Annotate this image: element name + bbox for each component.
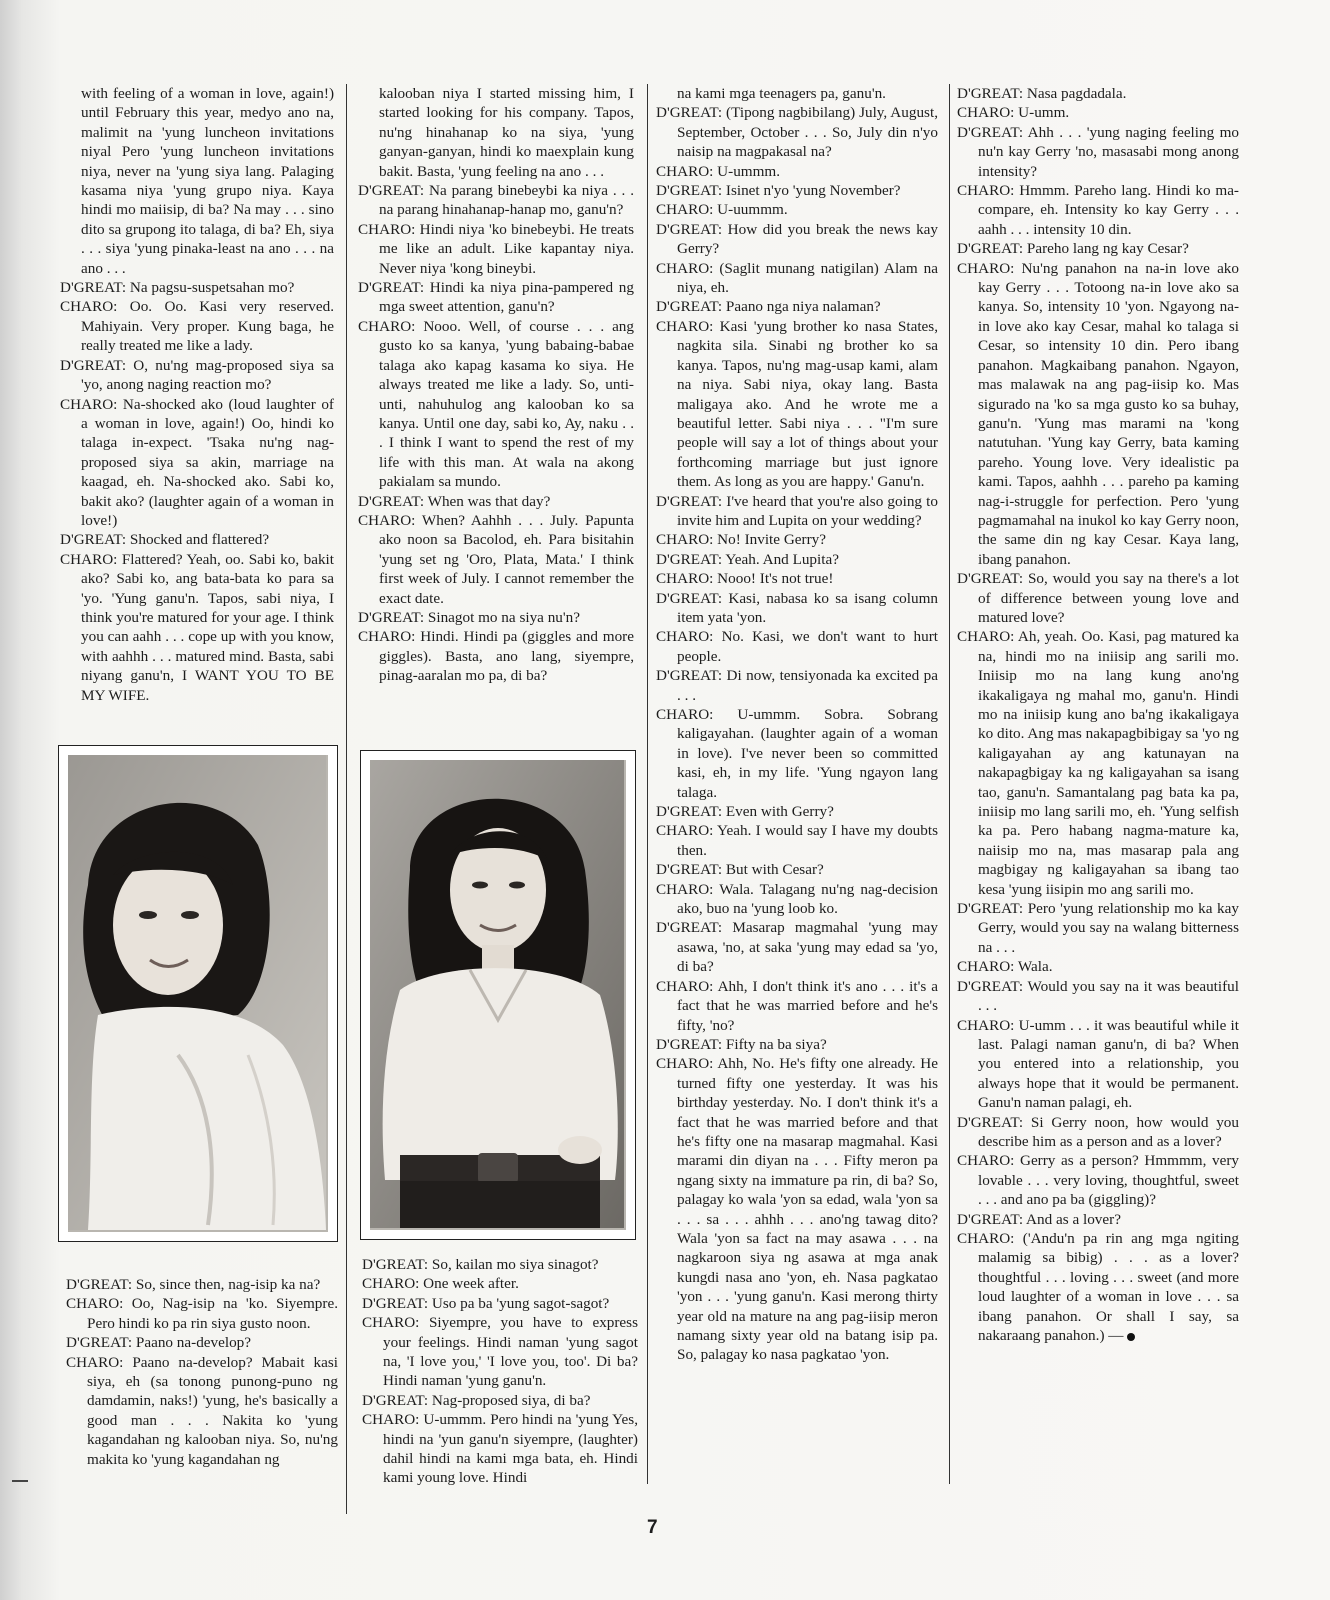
article-paragraph [656, 860, 938, 879]
article-paragraph [66, 1275, 338, 1294]
paragraph-text: D'GREAT: So, would you say na there's a lot of difference between young love and matured love? [957, 570, 1239, 626]
paragraph-text: CHARO: Hmmm. Pareho lang. Hindi ko ma-compare, eh. Intensity ko kay Gerry . . . aahh . . . intensity 10 din. [957, 182, 1239, 238]
article-paragraph [957, 569, 1239, 627]
paragraph-text: D'GREAT: Fifty na ba siya? [656, 1035, 827, 1053]
article-paragraph [60, 356, 334, 395]
paragraph-text: D'GREAT: Pero 'yung relationship mo ka kay Gerry, would you say na walang bitterness na . . . [957, 900, 1239, 956]
article-paragraph [957, 1229, 1239, 1345]
article-paragraph [656, 569, 938, 588]
paragraph-text: CHARO: Flattered? Yeah, oo. Sabi ko, bakit ako? Sabi ko, ang bata-bata ko para sa 'yo. 'Yung ganu'n. Tapos, sabi niya, I think you're matured for your age. I think you can aahh . . . cope up with you know, with aahhh . . . matured mind. Basta, sabi niyang ganu'n, I WANT YOU TO BE MY WIFE. [60, 550, 334, 704]
photo-right [360, 750, 636, 1240]
paragraph-text: CHARO: Ahh, I don't think it's ano . . . it's a fact that he was married before and he's fifty, 'no? [656, 977, 938, 1034]
paragraph-text: D'GREAT: So, since then, nag-isip ka na? [66, 1276, 321, 1293]
article-paragraph [656, 162, 938, 181]
article-column-2-top [358, 84, 634, 686]
article-paragraph [957, 627, 1239, 899]
margin-mark [12, 1480, 28, 1482]
article-paragraph [656, 200, 938, 219]
article-paragraph [656, 297, 938, 316]
paragraph-text: CHARO: Wala. [957, 958, 1053, 976]
paragraph-text: D'GREAT: Na parang binebeybi ka niya . . . na parang hinahanap-hanap mo, ganu'n? [358, 182, 634, 219]
article-paragraph [656, 918, 938, 976]
article-paragraph [656, 492, 938, 531]
paragraph-text: D'GREAT: Even with Gerry? [656, 803, 834, 821]
article-paragraph [358, 278, 634, 317]
article-paragraph [358, 492, 634, 511]
paragraph-text: CHARO: Nooo! It's not true! [656, 570, 834, 588]
paragraph-text: CHARO: U-umm . . . it was beautiful while it last. Palagi naman ganu'n, di ba? When you entered into a relationship, you always hope that it would be permanent. Ganu'n naman palagi, eh. [957, 1016, 1239, 1112]
paragraph-text: D'GREAT: And as a lover? [957, 1210, 1121, 1228]
paragraph-text: CHARO: Wala. Talagang nu'ng nag-decision ako, buo na 'yung loob ko. [656, 880, 938, 918]
article-paragraph [60, 278, 334, 297]
article-paragraph [358, 511, 634, 608]
article-paragraph [656, 317, 938, 492]
article-paragraph [362, 1274, 638, 1293]
article-paragraph [358, 181, 634, 220]
article-paragraph [358, 84, 634, 181]
paragraph-text: CHARO: Paano na-develop? Mabait kasi siya, eh (sa tonong punong-puno ng damdamin, naks!) 'yung, he's basically a good man . . . Nakita ko 'yung kagandahan ng kalooban niya. So, nu'ng makita ko 'yung kagandahan ng [66, 1353, 338, 1468]
article-paragraph [957, 103, 1239, 122]
article-paragraph [957, 84, 1239, 103]
paragraph-text: CHARO: Siyempre, you have to express your feelings. Hindi naman 'yung sagot na, 'I love you,' 'I love you, too'. Di ba? Hindi naman 'yung ganu'n. [362, 1314, 638, 1390]
paragraph-text: D'GREAT: So, kailan mo siya sinagot? [362, 1256, 599, 1273]
paragraph-text: CHARO: Ah, yeah. Oo. Kasi, pag matured ka na, hindi mo na iniisip ang sarili mo. Iniisip mo na lang kung ano'ng ikakaligaya ng mahal mo, ganu'n. Hindi mo na iniisip kung ano ba'ng ikakaligaya ko dito. Ang mas nakapagbibigay sa 'yo ng kaligayahan ay ang katunayan na nakapagbigay ka ng kaligayahan sa isang tao, ganu'n. Samantalang pag bata ka pa, iniisip mo lang sarili mo, eh. 'Yung selfish ka pa. Pero habang nagma-mature ka, naiisip mo na, mas masarap pala ang magbigay ng kaligayahan sa ibang tao kesa 'yung iisipin mo ang sarili mo. [957, 628, 1239, 898]
paragraph-text: CHARO: Gerry as a person? Hmmmm, very lovable . . . very loving, thoughtful, sweet . . . and ano pa ba (giggling)? [957, 1152, 1239, 1209]
paragraph-text: CHARO: No! Invite Gerry? [656, 531, 826, 549]
paragraph-text: D'GREAT: Yeah. And Lupita? [656, 550, 839, 568]
column-rule [346, 84, 347, 1514]
paragraph-text: D'GREAT: Ahh . . . 'yung naging feeling mo nu'n kay Gerry 'no, masasabi mong anong intensity? [957, 123, 1239, 180]
paragraph-text: CHARO: U-ummm. Sobra. Sobrang kaligayahan. (laughter again of a woman in love). I've never been so committed kasi, eh, in my life. 'Yung ngayon lang talaga. [656, 706, 938, 801]
article-paragraph [957, 181, 1239, 239]
article-paragraph [362, 1391, 638, 1410]
article-column-3 [656, 84, 938, 1365]
paragraph-text: CHARO: Oo. Oo. Kasi very reserved. Mahiyain. Very proper. Kung baga, he really treated me like a lady. [60, 298, 334, 355]
paragraph-text: CHARO: U-umm. [957, 104, 1070, 122]
article-paragraph [656, 103, 938, 161]
paragraph-text: D'GREAT: Shocked and flattered? [60, 531, 270, 549]
paragraph-text: CHARO: Ahh, No. He's fifty one already. He turned fifty one yesterday. It was his birthday yesterday. No. I don't think it's a fact that he was married before and that he's fifty one na masarap magmahal. Kasi marami din diyan na . . . Fifty meron pa ngang sixty na immature pa rin, di ba? So, palagay ko wala 'yon sa edad, wala 'yon sa . . . sa . . . ahhh . . . ano'ng tawag dito? Wala 'yon sa fact na may asawa . . . na nagkaroon siya ng asawa at mga anak kungdi nasa ano 'yon, eh. Nasa pagkatao 'yon . . . 'yung ganu'n. Kasi merong thirty year old na mature na ang pag-iisip meron namang sixty year old na batang isip pa. So, palagay ko nasa pagkatao 'yon. [656, 1055, 938, 1364]
article-paragraph [957, 239, 1239, 258]
article-column-4 [957, 84, 1239, 1345]
paragraph-text: D'GREAT: Nag-proposed siya, di ba? [362, 1391, 591, 1409]
paragraph-text: D'GREAT: Hindi ka niya pina-pampered ng mga sweet attention, ganu'n? [358, 279, 634, 316]
paragraph-text: CHARO: Nooo. Well, of course . . . ang gusto ko sa kanya, 'yung babaing-babae talaga ako kapag kasama ko siya. He always treated me like a lady. So, unti-unti, nahuhulog ang kalooban ko sa kanya. Until one day, sabi ko, Ay, naku . . . I think I want to spend the rest of my life with this man. At wala na akong pakialam sa mundo. [358, 317, 634, 491]
article-paragraph [362, 1255, 638, 1274]
paragraph-text: D'GREAT: O, nu'ng mag-proposed siya sa 'yo, anong naging reaction mo? [60, 356, 334, 394]
article-paragraph [60, 530, 334, 549]
paragraph-text: CHARO: (Saglit munang natigilan) Alam na niya, eh. [656, 259, 938, 297]
article-paragraph [656, 627, 938, 666]
article-paragraph [957, 1151, 1239, 1209]
paragraph-text: with feeling of a woman in love, again!) until February this year, medyo ano na, malimit na 'yung luncheon invitations niyal Pero 'yung luncheon invitations niya, never na 'yung siya lang. Palaging kasama niya 'yung grupo niya. Kaya hindi mo maiisip, di ba? Na may . . . sino dito sa grupong ito talaga, di ba? Eh, siya . . . siya 'yung pinaka-least na ano . . . na ano . . . [81, 85, 334, 277]
paragraph-text: CHARO: Nu'ng panahon na na-in love ako kay Gerry . . . Totoong na-in love ako sa kanya. So, intensity 10 'yon. Ngayong na-in love ako kay Cesar, mahal ko talaga si Cesar, so intensity 10 din. Pero ibang panahon. Magkaibang panahon. Ngayon, mas malawak na ang pag-iisip ko. Mas sigurado na 'ko sa mga gusto ko sa buhay, ganu'n. 'Yung mas marami na 'kong natutuhan. 'Yung kay Gerry, bata kaming pareho. Young love. Very idealistic pa kami. Tapos, aahhh . . . pareho pa kaming nag-i-struggle for perfection. Pero 'yung pagmamahal na inukol ko kay Gerry noon, the same din ng kay Cesar. Kaya lang, ibang panahon. [957, 259, 1239, 568]
paragraph-text: na kami mga teenagers pa, ganu'n. [677, 85, 886, 102]
page-number: 7 [647, 1517, 658, 1538]
article-paragraph [60, 297, 334, 355]
article-paragraph [957, 1016, 1239, 1113]
paragraph-text: kalooban niya I started missing him, I started looking for his company. Tapos, nu'ng hinahanap ko na siya, 'yung ganyan-ganyan, hindi ko maexplain kung bakit. Basta, 'yung feeling na ano . . . [379, 85, 634, 180]
article-paragraph [656, 589, 938, 628]
article-paragraph [656, 821, 938, 860]
article-paragraph [656, 1054, 938, 1365]
paragraph-text: CHARO: Na-shocked ako (loud laughter of a woman in love, again!) Oo, hindi ko talaga in-expect. 'Tsaka nu'ng nag-proposed siya sa akin, marriage na kaagad, eh. Na-shocked ako. Sabi ko, bakit ako? (laughter again of a woman in love!) [60, 395, 334, 529]
article-paragraph [957, 977, 1239, 1016]
paragraph-text: CHARO: No. Kasi, we don't want to hurt people. [656, 628, 938, 665]
article-paragraph [656, 220, 938, 259]
article-paragraph [358, 608, 634, 627]
article-paragraph [957, 123, 1239, 181]
column-rule [647, 84, 648, 1484]
paragraph-text: CHARO: Hindi niya 'ko binebeybi. He treats me like an adult. Like kapantay niya. Never niya 'kong bineybi. [358, 220, 634, 277]
article-column-2-bottom [362, 1255, 638, 1488]
article-paragraph [66, 1333, 338, 1352]
article-paragraph [656, 84, 938, 103]
article-paragraph [656, 1035, 938, 1054]
article-paragraph [656, 880, 938, 919]
paragraph-text: CHARO: Yeah. I would say I have my doubts then. [656, 822, 938, 859]
paragraph-text: CHARO: U-ummm. Pero hindi na 'yung Yes, hindi na 'yun ganu'n siyempre, (laughter) dahil hindi na kami mga bata, eh. Hindi kami young love. Hindi [362, 1411, 638, 1487]
photo-left [58, 745, 338, 1242]
paragraph-text: D'GREAT: Sinagot mo na siya nu'n? [358, 608, 580, 626]
paragraph-text: D'GREAT: Paano nga niya nalaman? [656, 298, 881, 316]
article-paragraph [60, 550, 334, 705]
article-paragraph [362, 1294, 638, 1313]
portrait-hand-on-hip-image [370, 760, 624, 1228]
portrait-over-shoulder-image [68, 755, 326, 1230]
paragraph-text: D'GREAT: Di now, tensiyonada ka excited pa . . . [656, 667, 938, 704]
paragraph-text: D'GREAT: Kasi, nabasa ko sa isang column item yata 'yon. [656, 589, 938, 626]
paragraph-text: CHARO: Hindi. Hindi pa (giggles and more giggles). Basta, ano lang, siyempre, pinag-aaralan mo pa, di ba? [358, 628, 634, 685]
paragraph-text: D'GREAT: Isinet n'yo 'yung November? [656, 182, 901, 200]
article-paragraph [60, 84, 334, 278]
article-paragraph [358, 627, 634, 685]
article-paragraph [362, 1410, 638, 1488]
paragraph-text: D'GREAT: Would you say na it was beautiful . . . [957, 977, 1239, 1015]
paragraph-text: D'GREAT: Paano na-develop? [66, 1334, 252, 1352]
article-paragraph [656, 181, 938, 200]
article-paragraph [656, 530, 938, 549]
paragraph-text: CHARO: When? Aahhh . . . July. Papunta ako noon sa Bacolod, eh. Para bisitahin 'yung set ng 'Oro, Plata, Mata.' I think first week of July. I cannot remember the exact date. [358, 511, 634, 607]
article-paragraph [957, 1210, 1239, 1229]
article-paragraph [656, 802, 938, 821]
paragraph-text: D'GREAT: Pareho lang ng kay Cesar? [957, 240, 1189, 258]
article-column-1-bottom [66, 1275, 338, 1469]
article-paragraph [957, 899, 1239, 957]
paragraph-text: D'GREAT: But with Cesar? [656, 861, 824, 879]
article-paragraph [957, 259, 1239, 570]
article-paragraph [656, 259, 938, 298]
paragraph-text: D'GREAT: I've heard that you're also going to invite him and Lupita on your wedding? [656, 492, 938, 529]
paragraph-text: D'GREAT: Na pagsu-suspetsahan mo? [60, 279, 295, 297]
article-paragraph [362, 1313, 638, 1391]
article-paragraph [66, 1294, 338, 1333]
article-column-1-top [60, 84, 334, 705]
paragraph-text: D'GREAT: (Tipong nagbibilang) July, August, September, October . . . So, July din n'yo naisip na magpakasal na? [656, 104, 938, 161]
column-rule [949, 84, 950, 1484]
article-paragraph [358, 317, 634, 492]
paragraph-text: D'GREAT: Uso pa ba 'yung sagot-sagot? [362, 1294, 610, 1312]
article-paragraph [957, 957, 1239, 976]
paragraph-text: D'GREAT: Masarap magmahal 'yung may asawa, 'no, at saka 'yung may edad sa 'yo, di ba? [656, 919, 938, 976]
end-of-article-mark [1127, 1333, 1135, 1341]
paragraph-text: CHARO: Oo, Nag-isip na 'ko. Siyempre. Pero hindi ko pa rin siya gusto noon. [66, 1295, 338, 1332]
article-paragraph [656, 977, 938, 1035]
paragraph-text: CHARO: U-uummm. [656, 201, 788, 219]
article-paragraph [656, 666, 938, 705]
article-paragraph [60, 395, 334, 531]
article-paragraph [656, 705, 938, 802]
paragraph-text: CHARO: U-ummm. [656, 162, 781, 180]
paragraph-text: D'GREAT: When was that day? [358, 492, 551, 510]
paragraph-text: CHARO: One week after. [362, 1275, 519, 1293]
paragraph-text: D'GREAT: How did you break the news kay Gerry? [656, 220, 938, 258]
paragraph-text: D'GREAT: Si Gerry noon, how would you describe him as a person and as a lover? [957, 1113, 1239, 1150]
article-paragraph [358, 220, 634, 278]
paragraph-text: D'GREAT: Nasa pagdadala. [957, 85, 1127, 102]
article-paragraph [66, 1353, 338, 1469]
paragraph-text: CHARO: ('Andu'n pa rin ang mga ngiting malamig sa bibig) . . . as a lover? thoughtful . . . loving . . . sweet (and more loud laughter of a woman in love . . . sa ibang panahon. Or shall I say, sa nakaraang panahon.) — [957, 1229, 1239, 1344]
article-paragraph [957, 1113, 1239, 1152]
paragraph-text: CHARO: Kasi 'yung brother ko nasa States, nagkita sila. Sinabi ng brother ko sa kanya. Tapos, nu'ng mag-usap kami, alam na niya. Sabi niya, okay lang. Basta maligaya ako. And he wrote me a beautiful letter. Sabi niya . . . "I'm sure people will say a lot of things about your forthcoming marriage but just ignore them. As long as you are happy.' Ganu'n. [656, 317, 938, 491]
article-paragraph [656, 550, 938, 569]
